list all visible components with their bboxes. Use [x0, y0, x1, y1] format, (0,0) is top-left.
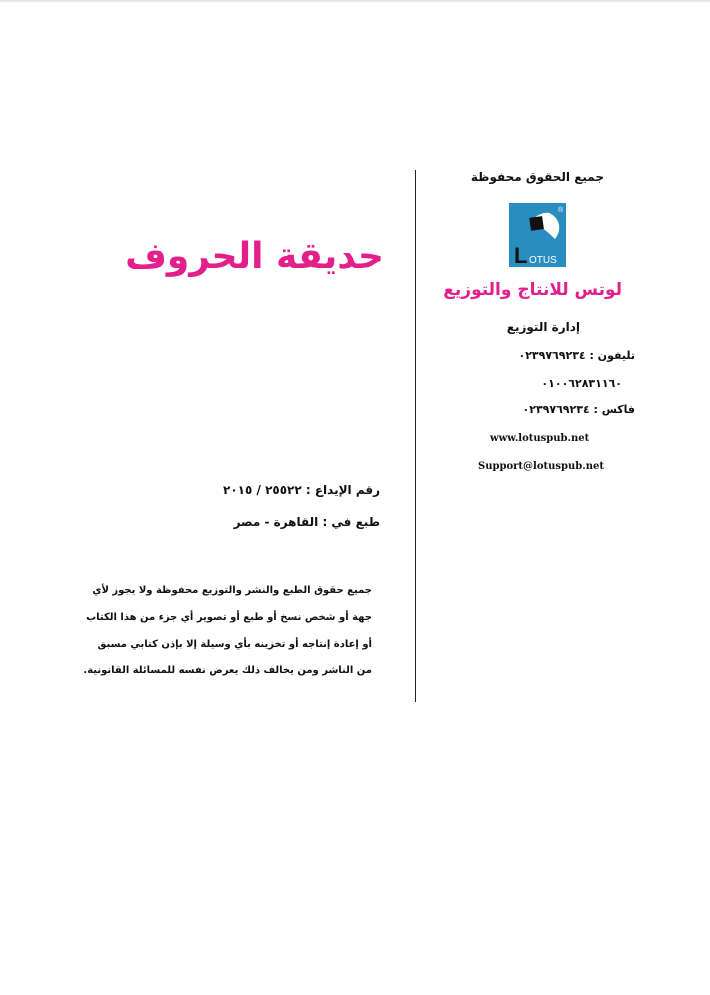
- phone-number: تليفون : ٠٢٣٩٧٦٩٢٣٤: [518, 349, 635, 362]
- fax-number: فاكس : ٠٢٣٩٧٦٩٢٣٤: [522, 403, 635, 416]
- publisher-name: لوتس للانتاج والتوزيع: [443, 280, 622, 300]
- column-divider: [415, 170, 416, 702]
- logo-square: [529, 216, 544, 231]
- deposit-number: رقم الإيداع : ٢٥٥٢٢ / ٢٠١٥: [223, 483, 380, 497]
- support-email-link[interactable]: Support@lotuspub.net: [478, 461, 605, 472]
- copyright-notice-line: من الناشر ومن يخالف ذلك يعرض نفسه للمسائلة القانونية.: [83, 665, 372, 676]
- print-location: طبع في : القاهرة - مصر: [233, 515, 380, 529]
- top-edge-line: [0, 0, 710, 2]
- copyright-notice-line: أو إعادة إنتاجه أو تخزينه بأي وسيلة إلا بإذن كتابي مسبق: [97, 639, 372, 650]
- distribution-heading: إدارة التوزيع: [506, 320, 580, 334]
- lotus-logo-icon: [509, 203, 566, 267]
- logo-wordmark: OTUS: [529, 255, 557, 266]
- registered-mark: ®: [558, 207, 564, 214]
- rights-reserved-heading: جميع الحقوق محفوظة: [470, 170, 604, 184]
- copyright-notice-line: جميع حقوق الطبع والنشر والتوزيع محفوظة ولا يجوز لأي: [92, 585, 372, 596]
- website-link[interactable]: www.lotuspub.net: [490, 433, 590, 444]
- copyright-notice-line: جهة أو شخص نسخ أو طبع أو تصوير أي جزء من هذا الكتاب: [86, 612, 372, 623]
- book-title: حديقة الحروف: [125, 236, 384, 277]
- logo-initial: L: [514, 243, 528, 267]
- mobile-number: ٠١٠٠٦٢٨٣١١٦٠: [541, 377, 622, 390]
